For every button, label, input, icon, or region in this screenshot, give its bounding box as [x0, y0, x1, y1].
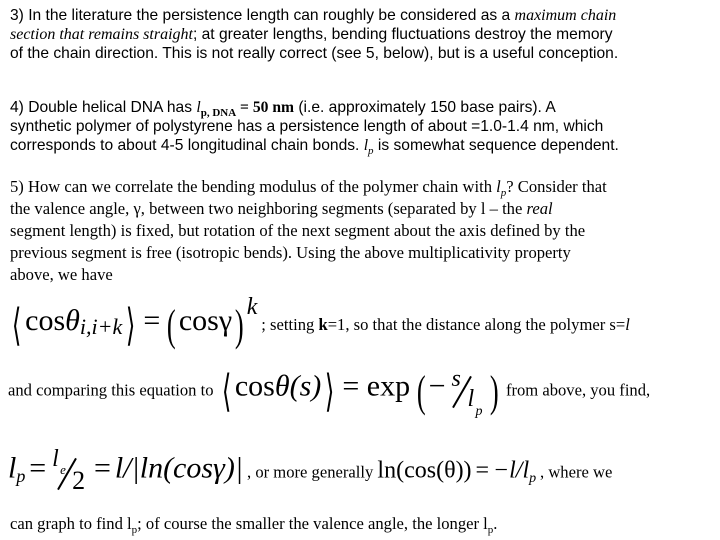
p3-line-2 [10, 25, 710, 44]
le-symbol: l [52, 446, 59, 472]
lp-symbol: l [363, 137, 369, 154]
exponent-k: k [246, 293, 258, 320]
p4-text-3: corresponds to about 4-5 longitudinal chain bonds. [10, 137, 364, 154]
p5-line-5: above, we have [10, 265, 113, 284]
lp-subscript: p [16, 465, 26, 486]
paren-close: ) [235, 301, 244, 351]
p5-text: 5) How can we correlate the bending modulus of the polymer chain with [10, 177, 497, 196]
p4-line-3 [10, 136, 710, 158]
paren-close: ) [490, 367, 500, 416]
paragraph-3 [10, 6, 710, 63]
cos-symbol: cos [25, 304, 66, 337]
l-symbol: l [625, 315, 630, 334]
equals-sign-2: = [93, 451, 111, 485]
p5-text-2: ? Consider that [506, 177, 607, 196]
cos-symbol: cos [234, 369, 275, 403]
paragraph-4 [10, 98, 710, 158]
rhs2-subscript: p [529, 470, 537, 486]
theta-symbol: θ [65, 304, 80, 337]
equation-1 [8, 293, 718, 364]
cos-gamma: cosγ [178, 304, 233, 337]
minus-sign: − [428, 369, 446, 403]
rhs-expression: l/|ln(cosγ)| [114, 451, 244, 485]
p5-line-2 [10, 198, 710, 220]
lp-symbol: l [8, 451, 17, 485]
p5-italic: real [526, 199, 553, 218]
p4-text-4: is somewhat sequence dependent. [373, 137, 619, 154]
closing-sub: p [131, 524, 138, 537]
p3-line-1 [10, 6, 710, 25]
equation-3 [8, 446, 718, 510]
equals-sign: = [29, 451, 47, 485]
eq2-text-2: from above, you find, [505, 380, 651, 400]
p3-italic: maximum chain [514, 7, 617, 24]
paren-open: ( [167, 301, 176, 351]
angle-bracket-close: ⟩ [126, 301, 136, 351]
theta-symbol: θ [274, 369, 290, 403]
p4-line-1 [10, 98, 710, 120]
paren-open: ( [416, 367, 426, 416]
lp-symbol: l [496, 177, 501, 196]
closing-text: can graph to find l [10, 514, 132, 533]
p4-line-2: synthetic polymer of polystyrene has a persistence length of about =1.0-1.4 nm, which [10, 118, 604, 135]
angle-bracket-open: ⟨ [11, 301, 22, 351]
numerator-s: s [451, 366, 461, 392]
denominator-sub: p [475, 404, 483, 419]
closing-period: . [493, 514, 498, 533]
p4-text: 4) Double helical DNA has [10, 99, 197, 116]
p3-text-2: ; at greater lengths, bending fluctuations destroy the memory [192, 26, 613, 43]
closing-sub-2: p [487, 524, 494, 537]
p5-line-4: previous segment is free (isotropic bends). Using the above multiplicativity property [10, 243, 571, 262]
eq2-text: and comparing this equation to [8, 380, 218, 400]
p5-line-1 [10, 176, 710, 198]
eq3-text: , or more generally [247, 462, 378, 482]
p3-line-3: of the chain direction. This is not really correct (see 5, below), but is a useful conception. [10, 45, 619, 62]
equation-2 [8, 368, 718, 428]
arg-s: (s) [289, 369, 322, 403]
equals-sign: = [143, 304, 161, 337]
lp-subscript: p [368, 145, 374, 158]
lp-subscript: p, DNA [200, 107, 237, 120]
eq3-text-2: , where we [540, 462, 613, 482]
closing-line-text [10, 514, 710, 537]
p3-italic-2: section that remains straight [10, 26, 193, 43]
fraction-s-over-lp [449, 366, 483, 419]
p4-text-2: (i.e. approximately 150 base pairs). A [294, 99, 556, 116]
ln-cos-theta: ln(cos(θ)) [377, 457, 472, 484]
closing-line [10, 514, 710, 537]
denominator-l: l [467, 386, 475, 412]
equals-exp: = exp [342, 369, 411, 403]
le-subscript: e [60, 462, 66, 477]
equals-sign-3: = [475, 457, 489, 484]
p3-text: 3) In the literature the persistence length can roughly be considered as a [10, 7, 515, 24]
angle-bracket-close: ⟩ [325, 367, 335, 416]
p5-text-3: the valence angle, γ, between two neighboring segments (separated by l – the [10, 199, 527, 218]
fraction-le-over-2 [50, 446, 90, 498]
angle-bracket-open: ⟨ [221, 367, 231, 416]
lp-subscript: p [500, 187, 507, 200]
rhs2-expression: −l/l [492, 457, 530, 484]
p5-line-3: segment length) is fixed, but rotation of the next segment about the axis defined by the [10, 221, 586, 240]
index-subscript: i,i+k [79, 314, 123, 340]
denominator-2: 2 [72, 466, 86, 495]
dna-value: = 50 nm [236, 99, 294, 116]
k-symbol: k [318, 315, 328, 334]
closing-text-2: ; of course the smaller the valence angle, the longer l [137, 514, 488, 533]
lp-symbol: l [196, 99, 201, 116]
paragraph-5 [10, 176, 710, 286]
eq1-text-2: =1, so that the distance along the polymer s= [327, 315, 626, 334]
eq1-text: ; setting [261, 315, 319, 334]
